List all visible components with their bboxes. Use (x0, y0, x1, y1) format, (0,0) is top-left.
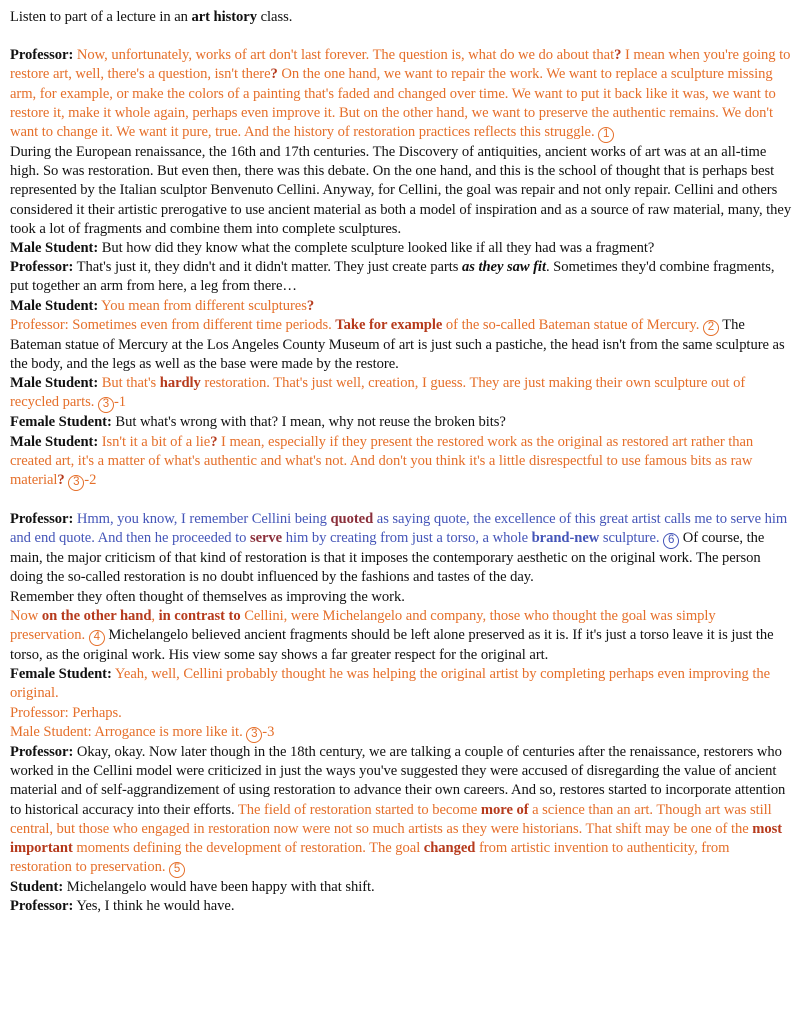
speaker-label: Student: (10, 879, 64, 896)
blue-text: Hmm, you know, I remember Cellini being (73, 511, 331, 528)
highlight-text: a science than an art. Though art was still central, but those who engaged in restoration now were not so much artists as they were historians. That shift may be one of the (10, 801, 772, 837)
body-text: . Sometimes they'd combine fragments, put together an arm from here, a leg from there… (10, 259, 775, 295)
highlight-text: On the one hand, we want to repair the work. We want to replace a sculpture missing arm, for example, or make the colors of a painting that's faded and changed over time. We want to put it back like it was, we want to restore it, make it whole again, perhaps even improve it. But on the other hand, we want to preserve the authentic remains. We don't want to change it. We want it pure, true. And the history of restoration practices reflects this struggle. (10, 66, 776, 141)
paragraph-female-student-2 (10, 665, 792, 703)
question-marker-6: 6 (663, 533, 679, 549)
highlight-text: Sometimes even from different time periods. (68, 316, 336, 333)
paragraph-male-student-4 (10, 433, 792, 491)
key-phrase: more of (480, 801, 529, 818)
paragraph-male-student-3 (10, 374, 792, 413)
speaker-label: Professor: (10, 316, 69, 333)
speaker-label: Male Student: (10, 433, 99, 450)
paragraph-professor-4 (10, 510, 792, 588)
speaker-label: Male Student: (10, 375, 99, 392)
highlight-text: You mean from different sculptures (98, 297, 307, 314)
highlight-text: , (151, 607, 159, 624)
speaker-label: Male Student: (10, 240, 99, 257)
speaker-label: Professor: (10, 898, 74, 915)
paragraph-professor-3 (10, 316, 792, 374)
speaker-label: Professor: (10, 259, 74, 276)
highlight-text: Male Student: Arrogance is more like it. (10, 723, 243, 740)
key-word: brand-new (531, 530, 600, 547)
paragraph-professor-5 (10, 743, 792, 878)
blue-text: as saying quote, the excellence of this great artist calls me to serve him and end quote. And then he proceeded to (10, 511, 788, 547)
question-marker-2: 2 (703, 320, 719, 336)
question-marker-3: 3 (68, 475, 84, 491)
bold-question-mark: ? (57, 472, 65, 489)
highlight-text: from artistic invention to authenticity, from restoration to preservation. (10, 839, 730, 876)
spacer (10, 491, 792, 510)
body-text: Michelangelo believed ancient fragments should be left alone preserved as it is. If it's just a torso leave it is just the torso, as the original work. His view some say shows a far greater respect for the original art. (10, 627, 774, 664)
speaker-label: Male Student: (10, 297, 99, 314)
body-text: Of course, the main, the major criticism of that kind of restoration is that it imposes the contemporary aesthetic on the original work. The person doing the so-called restoration is no doubt influenced by the fashions and tastes of the day. (10, 530, 765, 586)
key-phrase: in contrast to (158, 607, 241, 624)
paragraph-remember (10, 588, 792, 607)
question-marker-3: 3 (98, 397, 114, 413)
bold-question-mark: ? (614, 47, 622, 64)
speaker-label: Professor: (10, 743, 74, 760)
speaker-label: Professor: (10, 47, 74, 64)
body-text: The Bateman statue of Mercury at the Los Angeles County Museum of art is just such a pastiche, the head isn't from the same sculpture as the body, and the legs as well as the base were made by the restore. (10, 316, 785, 373)
question-marker-5: 5 (169, 862, 185, 878)
spacer (10, 27, 792, 46)
body-text: Okay, okay. Now later though in the 18th century, we are talking a couple of centuries after the renaissance, restorers who worked in the Cellini model were criticized in just the ways you've suggested they were accused of disregarding the value of ancient material and of self-aggrandizement of using restoration to advance their own careers. And so, restores started to incorporate attention to historical accuracy into their efforts. (10, 743, 786, 818)
paragraph-professor-perhaps (10, 704, 792, 723)
key-phrase: Take for example (335, 316, 443, 333)
paragraph-male-student-5 (10, 723, 792, 743)
paragraph-michelangelo (10, 607, 792, 665)
body-text: During the European renaissance, the 16th and 17th centuries. The Discovery of antiquities, ancient works of art was at an all-time high. So was restoration. But even then, there was this debate. On the one hand, and this is the school of thought that is perhaps best represented by the Italian sculptor Benvenuto Cellini. Anyway, for Cellini, the goal was repair and not only repair. Cellini and others considered it their artistic prerogative to use ancient material as both a model of inspiration and as a source of raw material, many, they took a lot of fragments and combine them into complete sculptures. (10, 144, 792, 237)
blue-text: him by creating from just a torso, a whole (282, 530, 532, 547)
highlight-text: Now (10, 607, 42, 624)
bold-question-mark: ? (270, 66, 278, 83)
paragraph-female-student-1 (10, 413, 792, 432)
question-marker-3: 3 (246, 727, 262, 743)
body-text: But what's wrong with that? I mean, why not reuse the broken bits? (111, 414, 506, 431)
highlight-text: Now, unfortunately, works of art don't last forever. The question is, what do we do about that (73, 47, 615, 64)
key-phrase: on the other hand (41, 607, 152, 624)
paragraph-professor-6 (10, 897, 792, 916)
key-phrase: most important (10, 820, 783, 856)
paragraph-renaissance (10, 143, 792, 239)
paragraph-student-1 (10, 878, 792, 897)
speaker-label: Female Student: (10, 666, 112, 683)
highlight-text: moments defining the development of restoration. The goal (72, 839, 424, 856)
marker-suffix: -3 (262, 723, 275, 740)
subject-label: art history (191, 9, 257, 25)
body-text: But how did they know what the complete sculpture looked like if all they had was a fragment? (98, 240, 655, 257)
key-word: quoted (330, 511, 374, 528)
marker-suffix: -1 (113, 394, 127, 411)
highlight-text: I mean when you're going to restore art, well, there's a question, isn't there (10, 47, 791, 83)
bold-question-mark: ? (210, 433, 218, 450)
highlight-text: restoration. That's just well, creation, I guess. They are just making their own sculpture out of recycled parts. (10, 375, 746, 411)
highlight-text: Isn't it a bit of a lie (98, 433, 211, 450)
highlight-text: Professor: Perhaps. (10, 704, 122, 721)
intro-line (10, 8, 792, 27)
intro-text: Listen to part of a lecture in an (10, 9, 192, 25)
blue-text: sculpture. (599, 530, 660, 547)
highlight-text: Yeah, well, Cellini probably thought he was helping the original artist by completing perhaps even improving the original. (10, 666, 771, 702)
key-word: changed (423, 839, 476, 856)
highlight-text: The field of restoration started to become (234, 801, 481, 818)
paragraph-professor-2 (10, 258, 792, 296)
question-marker-4: 4 (89, 630, 105, 646)
speaker-label: Professor: (10, 511, 74, 528)
body-text: Yes, I think he would have. (73, 898, 235, 915)
body-text: Michelangelo would have been happy with that shift. (63, 879, 375, 896)
emphasis-text: as they saw fit (461, 259, 546, 276)
highlight-text: of the so-called Bateman statue of Mercury. (442, 316, 700, 333)
paragraph-professor-1 (10, 46, 792, 143)
marker-suffix: -2 (84, 472, 97, 489)
paragraph-male-student-1 (10, 239, 792, 258)
body-text: Remember they often thought of themselves as improving the work. (10, 588, 405, 605)
key-word: hardly (159, 375, 201, 392)
body-text: That's just it, they didn't and it didn't matter. They just create parts (73, 259, 462, 276)
paragraph-male-student-2 (10, 297, 792, 316)
key-word: serve (249, 530, 283, 547)
bold-question-mark: ? (306, 297, 315, 314)
highlight-text: But that's (98, 375, 160, 392)
intro-text-end: class. (256, 9, 293, 25)
highlight-text: I mean, especially if they present the restored work as the original as restored art rather than created art, it's a matter of what's authentic and what's not. And don't you think it's a little disrespectful to use famous bits as raw material (10, 433, 754, 489)
speaker-label: Female Student: (10, 414, 112, 431)
highlight-text: Cellini, were Michelangelo and company, those who thought the goal was simply preservation. (10, 607, 716, 644)
question-marker-1: 1 (598, 127, 614, 143)
